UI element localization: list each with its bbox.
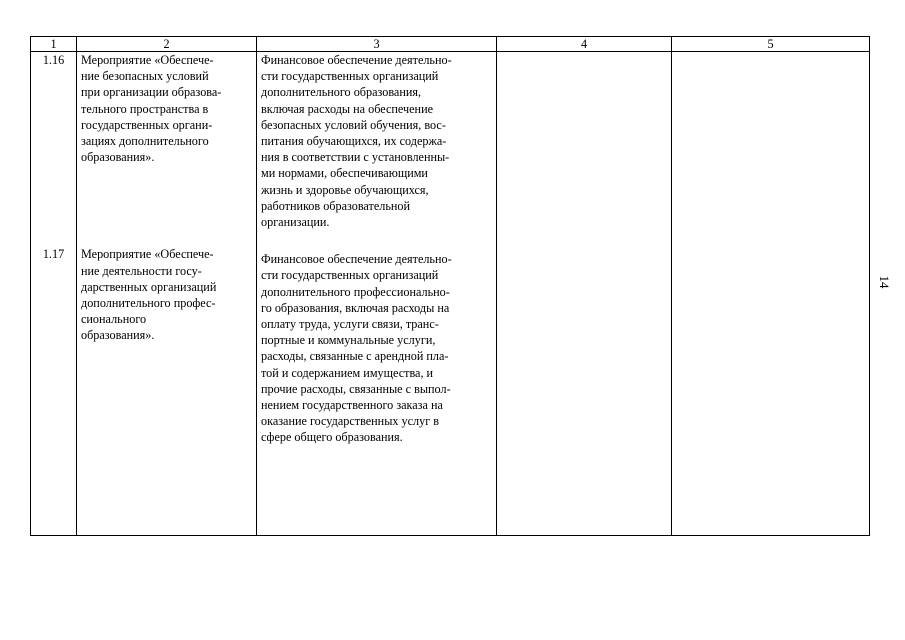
header-col-3: 3	[257, 37, 497, 52]
row-number-1-16: 1.16	[42, 53, 65, 67]
col5-cell	[672, 52, 870, 536]
row-number-1-17: 1.17	[42, 247, 65, 262]
header-col-4: 4	[497, 37, 672, 52]
event-cell	[77, 52, 257, 536]
event-text-1-17: Мероприятие «Обеспече- ние деятельности госу- дарственных организаций дополнительного профес- сионального образования».	[81, 247, 217, 343]
header-row	[31, 37, 870, 52]
measures-table	[30, 36, 870, 536]
description-cell	[257, 52, 497, 536]
event-text-1-16: Мероприятие «Обеспече- ние безопасных условий при организации образова- тельного пространства в государственных органи- зациях дополнительного образования».	[81, 53, 222, 165]
description-text-1-16: Финансовое обеспечение деятельно- сти государственных организаций дополнительного образования, включая расходы на обеспечение безопасных условий обучения, вос- питания обучающихся, их содержа- ния в соответствии с установленны- ми нормами, обеспечивающими жизнь и здоровье обучающихся, работников образовательной организации.	[261, 53, 452, 230]
table-row	[31, 52, 870, 536]
header-col-2: 2	[77, 37, 257, 52]
col4-cell	[497, 52, 672, 536]
header-col-5: 5	[672, 37, 870, 52]
header-col-1: 1	[31, 37, 77, 52]
description-text-1-17: Финансовое обеспечение деятельно- сти государственных организаций дополнительного профессионально- го образования, включая расходы на оплату труда, услуги связи, транс- портные и коммунальные услуги, расходы, связанные с арендной пла- той и содержанием имущества, и прочие расходы, связанные с выпол- нением государственного заказа на оказание государственных услуг в сфере общего образования.	[261, 252, 452, 445]
row-numbers-cell	[31, 52, 77, 536]
page-number: 14	[877, 275, 892, 289]
